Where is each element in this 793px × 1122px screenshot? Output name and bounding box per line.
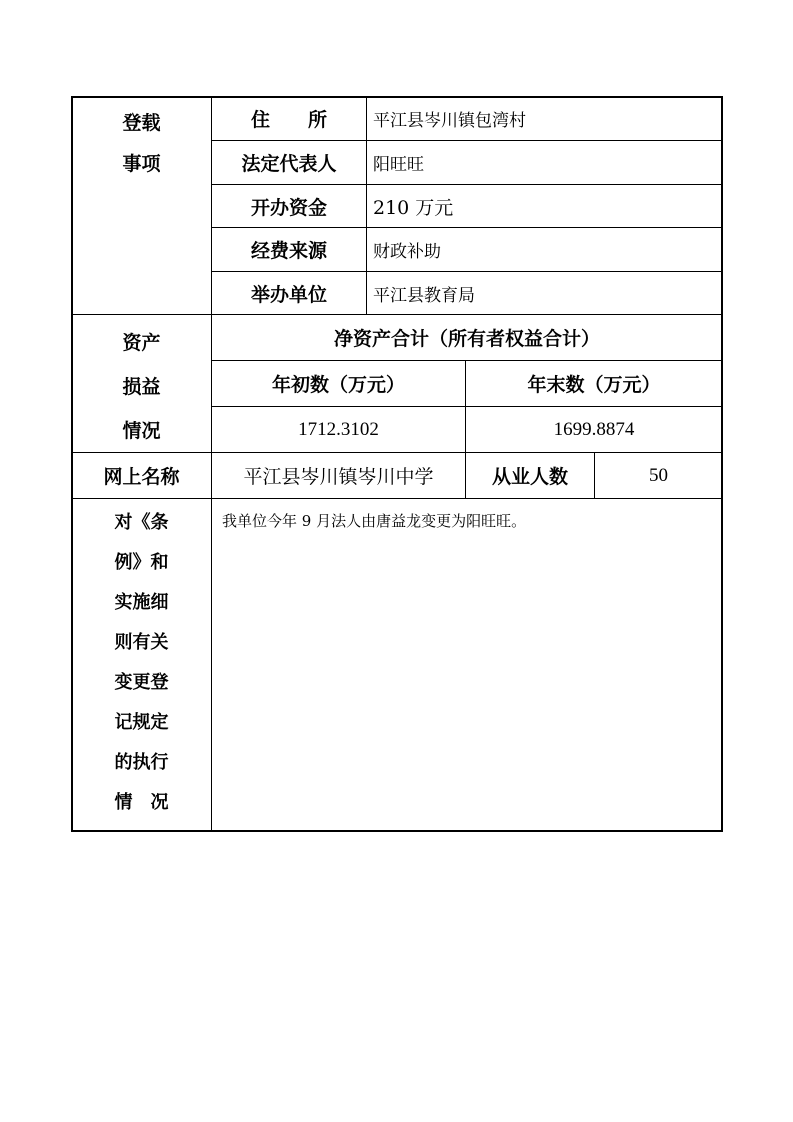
sponsor-label: 举办单位 [250, 283, 327, 306]
divider [72, 498, 722, 499]
compliance-label-line: 对《条 [114, 512, 169, 533]
legal-rep-value: 阳旺旺 [373, 155, 424, 175]
assets-section-label [72, 328, 211, 443]
assets-label-line3: 情况 [122, 420, 161, 442]
compliance-label-line: 记规定 [114, 712, 169, 733]
compliance-content: 我单位今年 9 月法人由唐益龙变更为阳旺旺。 [222, 512, 527, 530]
online-name-label: 网上名称 [103, 466, 180, 488]
compliance-label-line: 实施细 [114, 592, 169, 613]
funding-source-value: 财政补助 [373, 242, 441, 262]
begin-year-value: 1712.3102 [298, 418, 379, 440]
assets-label-line2: 损益 [122, 376, 161, 398]
compliance-label-line: 则有关 [114, 632, 169, 653]
net-assets-heading: 净资产合计（所有者权益合计） [333, 328, 600, 350]
address-value: 平江县岑川镇包湾村 [373, 111, 526, 131]
compliance-section-label [72, 508, 211, 814]
compliance-label-line: 变更登 [114, 672, 169, 693]
end-year-label: 年末数（万元） [527, 374, 661, 396]
assets-label-line1: 资产 [122, 332, 161, 354]
registration-section-label [72, 108, 211, 176]
registration-label-line2: 事项 [122, 153, 161, 175]
capital-value: 210 万元 [373, 196, 454, 219]
staff-count-label: 从业人数 [491, 466, 568, 488]
online-name-value: 平江县岑川镇岑川中学 [243, 466, 434, 488]
begin-year-label: 年初数（万元） [271, 374, 405, 396]
registration-label-line1: 登载 [122, 112, 161, 134]
capital-label: 开办资金 [250, 196, 327, 219]
compliance-label-line: 例》和 [114, 552, 169, 573]
sponsor-value: 平江县教育局 [373, 285, 475, 306]
staff-count-value: 50 [649, 464, 668, 486]
compliance-label-line: 情 况 [114, 792, 169, 813]
legal-rep-label: 法定代表人 [241, 153, 337, 175]
compliance-label-line: 的执行 [114, 752, 169, 773]
address-label: 住 所 [250, 109, 327, 131]
funding-source-label: 经费来源 [250, 240, 327, 262]
end-year-value: 1699.8874 [553, 418, 635, 440]
